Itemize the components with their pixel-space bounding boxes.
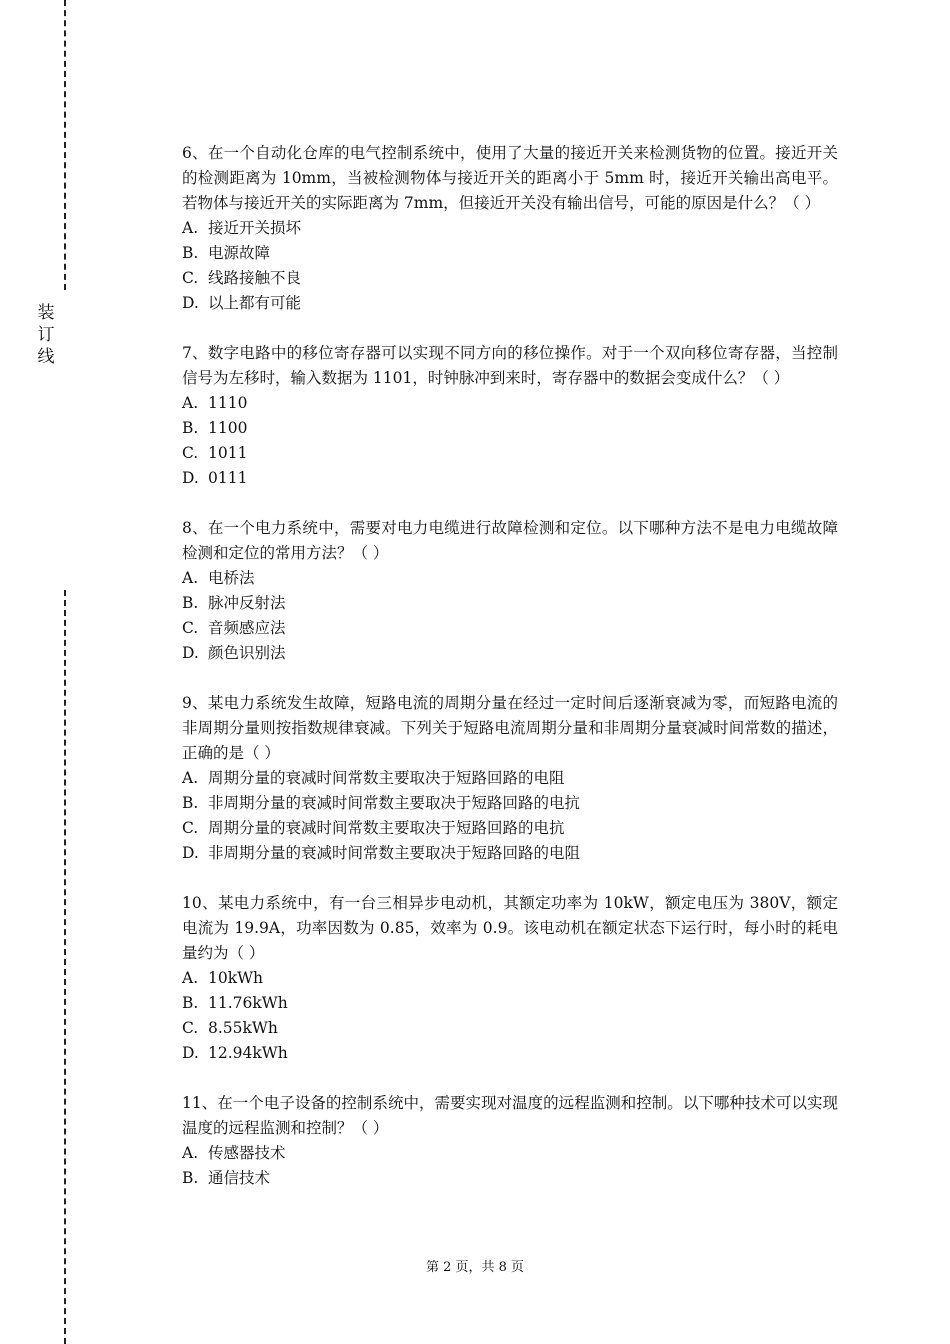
option-letter: C.: [182, 619, 199, 637]
option-text: 音频感应法: [208, 619, 286, 637]
option-letter: C.: [182, 269, 199, 287]
binding-line-bottom: [64, 590, 66, 1344]
option-d: [182, 1041, 838, 1066]
question-stem: 9、某电力系统发生故障，短路电流的周期分量在经过一定时间后逐渐衰减为零，而短路电流的非周期分量则按指数规律衰减。下列关于短路电流周期分量和非周期分量衰减时间常数的描述，正确的是（ ）: [182, 694, 838, 762]
binding-char: 订: [37, 325, 55, 345]
question-7: [182, 341, 838, 491]
option-text: 接近开关损坏: [208, 219, 302, 237]
binding-label: [36, 302, 56, 368]
option-text: 传感器技术: [208, 1144, 286, 1162]
option-a: [182, 966, 838, 991]
option-b: [182, 591, 838, 616]
option-letter: B.: [182, 594, 199, 612]
option-letter: B.: [182, 244, 199, 262]
option-text: 周期分量的衰减时间常数主要取决于短路回路的电阻: [208, 769, 565, 787]
option-c: [182, 266, 838, 291]
question-list: [182, 141, 838, 1216]
option-text: 0111: [208, 469, 248, 487]
option-c: [182, 1016, 838, 1041]
option-text: 非周期分量的衰减时间常数主要取决于短路回路的电阻: [208, 844, 581, 862]
option-text: 12.94kWh: [208, 1044, 288, 1062]
option-a: [182, 391, 838, 416]
question-8: [182, 516, 838, 666]
binding-char: 线: [37, 347, 55, 367]
option-text: 10kWh: [208, 969, 264, 987]
page-footer: 第 2 页，共 8 页: [425, 1260, 525, 1275]
option-b: [182, 991, 838, 1016]
question-9: [182, 691, 838, 866]
option-c: [182, 816, 838, 841]
option-letter: D.: [182, 469, 199, 487]
option-letter: D.: [182, 294, 199, 312]
option-c: [182, 616, 838, 641]
option-text: 1011: [208, 444, 248, 462]
question-stem: 6、在一个自动化仓库的电气控制系统中，使用了大量的接近开关来检测货物的位置。接近开关的检测距离为 10mm，当被检测物体与接近开关的距离小于 5mm 时，接近开关输出高电平。若物体与接近开关的实际距离为 7mm，但接近开关没有输出信号，可能的原因是什么？（ ）: [182, 144, 838, 212]
option-b: [182, 241, 838, 266]
option-text: 11.76kWh: [208, 994, 288, 1012]
question-stem: 11、在一个电子设备的控制系统中，需要实现对温度的远程监测和控制。以下哪种技术可以实现温度的远程监测和控制？（ ）: [182, 1094, 838, 1137]
option-c: [182, 441, 838, 466]
option-text: 8.55kWh: [208, 1019, 278, 1037]
question-stem: 10、某电力系统中，有一台三相异步电动机，其额定功率为 10kW，额定电压为 380V，额定电流为 19.9A，功率因数为 0.85，效率为 0.9。该电动机在额定状态下运行时，每小时的耗电量约为（ ）: [182, 894, 838, 962]
option-d: [182, 466, 838, 491]
option-b: [182, 416, 838, 441]
option-d: [182, 841, 838, 866]
question-11: [182, 1091, 838, 1191]
option-letter: B.: [182, 1169, 199, 1187]
option-letter: D.: [182, 844, 199, 862]
option-letter: B.: [182, 419, 199, 437]
option-text: 线路接触不良: [208, 269, 302, 287]
question-10: [182, 891, 838, 1066]
option-a: [182, 566, 838, 591]
option-d: [182, 291, 838, 316]
option-letter: A.: [182, 769, 199, 787]
option-a: [182, 216, 838, 241]
option-text: 周期分量的衰减时间常数主要取决于短路回路的电抗: [208, 819, 565, 837]
option-letter: B.: [182, 994, 199, 1012]
binding-char: 装: [37, 303, 55, 323]
option-letter: A.: [182, 1144, 199, 1162]
option-text: 电桥法: [208, 569, 255, 587]
option-text: 以上都有可能: [208, 294, 302, 312]
option-letter: C.: [182, 1019, 199, 1037]
option-letter: D.: [182, 644, 199, 662]
option-text: 通信技术: [208, 1169, 271, 1187]
option-letter: B.: [182, 794, 199, 812]
option-b: [182, 791, 838, 816]
option-letter: C.: [182, 819, 199, 837]
option-b: [182, 1166, 838, 1191]
option-d: [182, 641, 838, 666]
option-letter: A.: [182, 219, 199, 237]
option-a: [182, 766, 838, 791]
question-stem: 8、在一个电力系统中，需要对电力电缆进行故障检测和定位。以下哪种方法不是电力电缆故障检测和定位的常用方法？（ ）: [182, 519, 838, 562]
option-letter: A.: [182, 569, 199, 587]
option-a: [182, 1141, 838, 1166]
option-letter: A.: [182, 969, 199, 987]
option-text: 1110: [208, 394, 248, 412]
binding-line-top: [64, 0, 66, 290]
option-letter: D.: [182, 1044, 199, 1062]
option-letter: A.: [182, 394, 199, 412]
option-letter: C.: [182, 444, 199, 462]
question-6: [182, 141, 838, 316]
option-text: 非周期分量的衰减时间常数主要取决于短路回路的电抗: [208, 794, 581, 812]
question-stem: 7、数字电路中的移位寄存器可以实现不同方向的移位操作。对于一个双向移位寄存器，当控制信号为左移时，输入数据为 1101，时钟脉冲到来时，寄存器中的数据会变成什么？（ ）: [182, 344, 838, 387]
option-text: 颜色识别法: [208, 644, 286, 662]
option-text: 电源故障: [208, 244, 271, 262]
option-text: 脉冲反射法: [208, 594, 286, 612]
option-text: 1100: [208, 419, 248, 437]
